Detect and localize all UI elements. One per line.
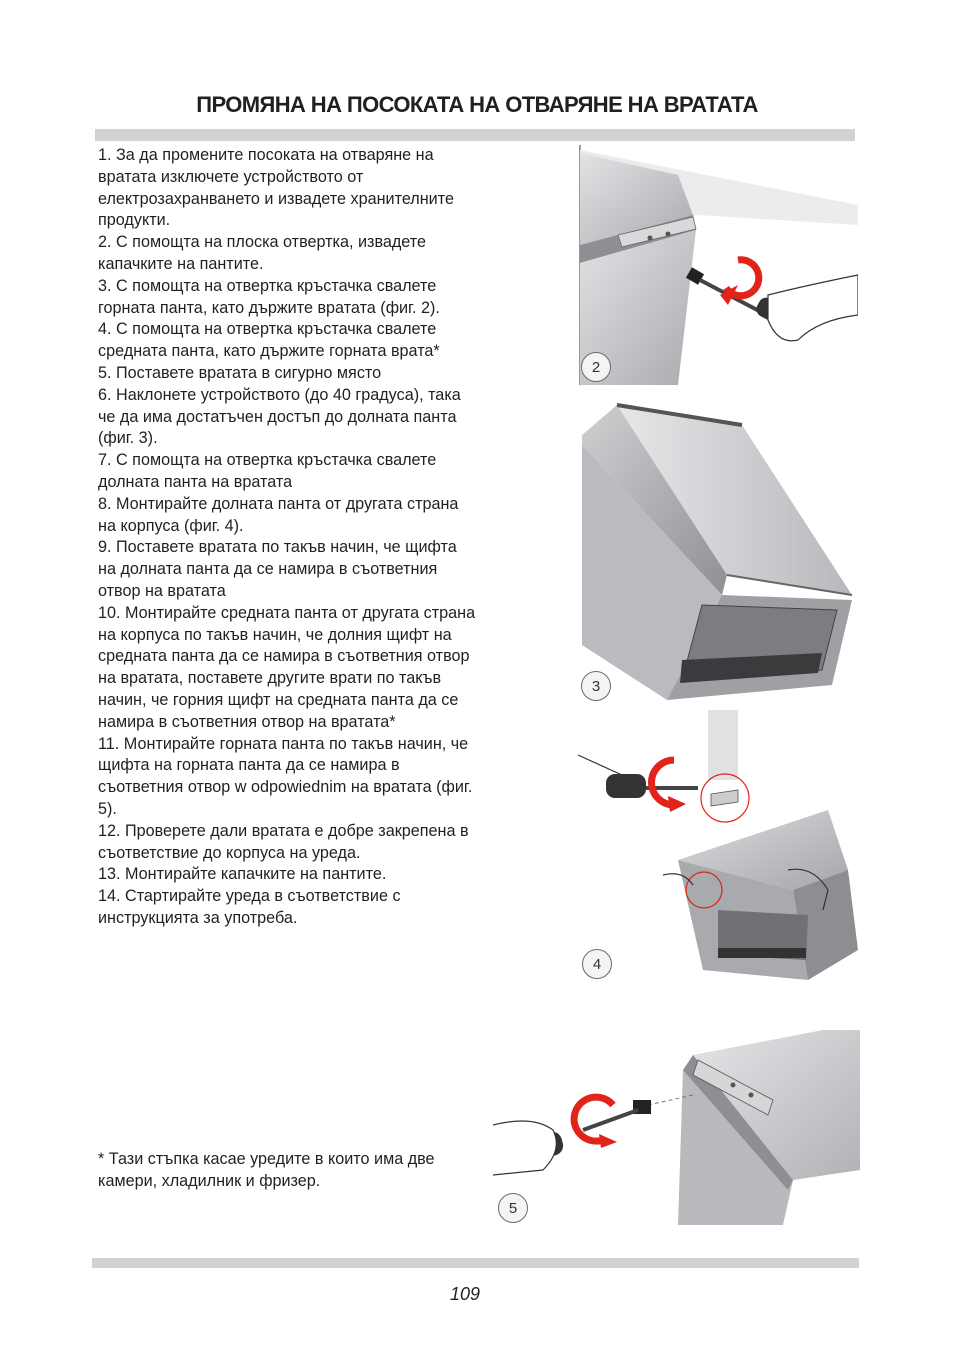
- figure-3-illustration: [582, 395, 858, 705]
- figure-4-label: 4: [582, 949, 612, 979]
- page-number: 109: [449, 1284, 481, 1304]
- step-item: 1. За да промените посоката на отваряне на вратата изключете устройството от електрозахранването и извадете хранителните продукти.: [98, 146, 454, 230]
- page-title: ПРОМЯНА НА ПОСОКАТА НА ОТВАРЯНЕ НА ВРАТАТА: [196, 92, 758, 117]
- figure-2-illustration: [578, 145, 858, 385]
- instruction-steps: [98, 145, 478, 930]
- step-item: 14. Стартирайте уреда в съответствие с инструкцията за употреба.: [98, 887, 401, 927]
- footnote: * Тази стъпка касае уредите в които има две камери, хладилник и фризер.: [98, 1150, 435, 1190]
- figure-3-label: 3: [581, 671, 611, 701]
- step-item: 6. Наклонете устройството (до 40 градуса), така че да има достатъчен достъп до долната панта (фиг. 3).: [98, 385, 461, 448]
- footer-divider-bar: [92, 1258, 859, 1268]
- step-item: 2. С помощта на плоска отвертка, извадете капачките на пантите.: [98, 233, 427, 273]
- step-item: 5. Поставете вратата в сигурно място: [98, 363, 382, 382]
- header-divider-bar: [95, 129, 855, 141]
- figure-5-illustration: [493, 1030, 860, 1225]
- step-item: 11. Монтирайте горната панта по такъв начин, че щифта на горната панта да се намира в съответния отвор w odpowiednim на вратата (фиг. 5).: [98, 734, 473, 818]
- step-item: 4. С помощта на отвертка кръстачка свалете средната панта, като държите горната врата*: [98, 320, 440, 361]
- step-item: 12. Проверете дали вратата е добре закрепена в съответствие до корпуса на уреда.: [98, 821, 469, 862]
- step-item: 8. Монтирайте долната панта от другата страна на корпуса (фиг. 4).: [98, 494, 459, 535]
- step-item: 13. Монтирайте капачките на пантите.: [98, 865, 387, 884]
- figure-5-label: 5: [498, 1193, 528, 1223]
- step-item: 3. С помощта на отвертка кръстачка свалете горната панта, като държите вратата (фиг. 2).: [98, 276, 440, 317]
- figure-4-illustration: [578, 710, 858, 980]
- step-item: 10. Монтирайте средната панта от другата страна на корпуса по такъв начин, че долния щифт на средната панта да се намира в съответния отвор на вратата, поставете другите врати по такъв начин, че горния щифт на средната панта да се намира в съответния отвор на вратата*: [98, 603, 476, 731]
- step-item: 7. С помощта на отвертка кръстачка свалете долната панта на вратата: [98, 451, 437, 491]
- step-item: 9. Поставете вратата по такъв начин, че щифта на долната панта да се намира в съответния отвор на вратата: [98, 538, 457, 600]
- figure-2-label: 2: [581, 352, 611, 382]
